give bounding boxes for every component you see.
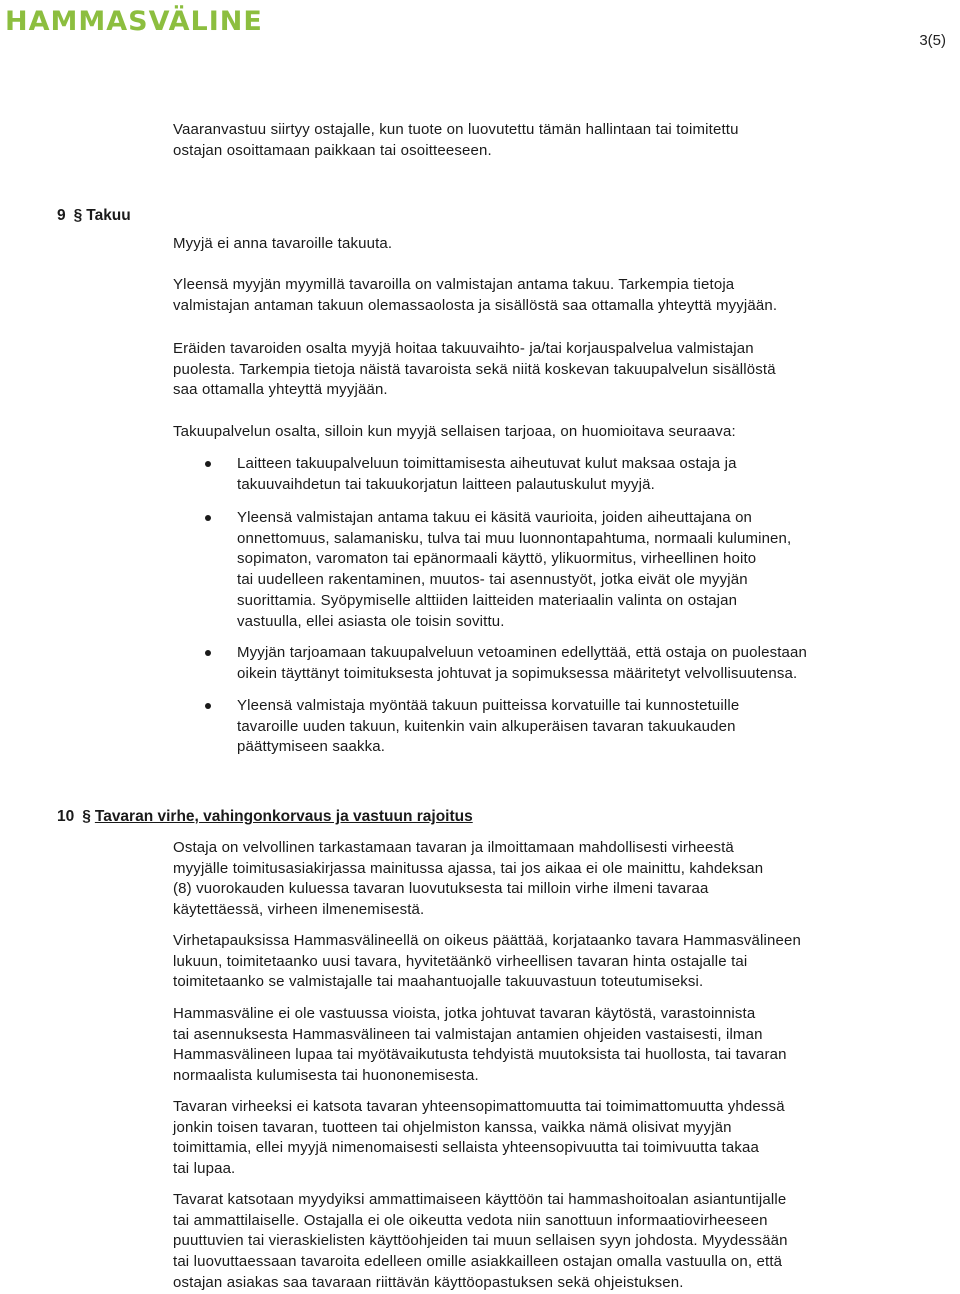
text-line: takuuvaihdetun tai takuukorjatun laitteen palautuskulut myyjä. <box>237 475 655 493</box>
text-line: Virhetapauksissa Hammasvälineellä on oikeus päättää, korjataanko tavara Hammasvälineen <box>173 932 801 949</box>
text-line: ostajan osoittamaan paikkaan tai osoitteeseen. <box>173 141 492 159</box>
text-line: (8) vuorokauden kuluessa tavaran luovutuksesta tai milloin virhe ilmeni tavaraa <box>173 880 709 898</box>
text-line: sopimaton, varomaton tai epänormaali käyttö, ylikuormitus, virheellinen hoito <box>237 550 757 568</box>
text-line: puuttuvien tai vieraskielisten käyttöohjeiden tai muun sellaisen syyn johdosta. Myydessään <box>173 1232 788 1250</box>
text-line: Vaaranvastuu siirtyy ostajalle, kun tuote on luovutettu tämän hallintaan tai toimitettu <box>173 121 739 138</box>
bullet-text <box>237 508 791 632</box>
bullet-text <box>237 696 739 758</box>
text-line: onnettomuus, salamanisku, tulva tai muu luonnontapahtuma, normaali kuluminen, <box>237 529 792 547</box>
text-line: Myyjä ei anna tavaroille takuuta. <box>173 235 393 252</box>
section-10-paragraph-5 <box>173 1190 960 1294</box>
text-line: Ostaja on velvollinen tarkastamaan tavaran ja ilmoittamaan mahdollisesti virheestä <box>173 839 734 856</box>
section-9-paragraph-3 <box>173 339 960 401</box>
text-line: päättymiseen saakka. <box>237 738 386 756</box>
text-line: Yleensä myyjän myymillä tavaroilla on valmistajan antama takuu. Tarkempia tietoja <box>173 276 735 293</box>
text-line: tai lupaa. <box>173 1160 236 1178</box>
text-line: tai luovuttaessaan tavaroita edelleen omille asiakkailleen ostajan omalla vastuulla on, että <box>173 1253 783 1271</box>
text-line: Myyjän tarjoamaan takuupalveluun vetoaminen edellyttää, että ostaja on puolestaan <box>237 644 808 661</box>
section-title: Tavaran virhe, vahingonkorvaus ja vastuun rajoitus <box>94 808 473 825</box>
section-number: 9 <box>57 207 66 224</box>
section-9-heading <box>57 206 131 226</box>
section-10-heading <box>57 807 473 827</box>
text-line: tai uudelleen rakentaminen, muutos- tai asennustyöt, jotka eivät ole myyjän <box>237 571 748 589</box>
section-9-paragraph-1 <box>173 234 960 255</box>
bullet-dot-icon <box>205 515 211 521</box>
section-sign: § <box>73 207 83 224</box>
text-line: Yleensä valmistajan antama takuu ei käsitä vaurioita, joiden aiheuttajana on <box>237 509 753 526</box>
intro-paragraph <box>173 120 960 161</box>
bullet-dot-icon <box>205 703 211 709</box>
text-line: tavaroille uuden takuun, kuitenkin vain alkuperäisen tavaran takuukauden <box>237 717 736 735</box>
text-line: toimittamia, ellei myyjä nimenomaisesti sellaista yhteensopivuutta tai toimivuutta takaa <box>173 1139 759 1157</box>
text-line: Tavarat katsotaan myydyiksi ammattimaiseen käyttöön tai hammashoitoalan asiantuntijalle <box>173 1191 787 1208</box>
text-line: Hammasväline ei ole vastuussa vioista, jotka johtuvat tavaran käytöstä, varastoinnista <box>173 1005 756 1022</box>
text-line: saa ottamalla yhteyttä myyjään. <box>173 381 388 399</box>
text-line: suorittamia. Syöpymiselle alttiiden laitteiden materiaalin valinta on ostajan <box>237 591 738 609</box>
bullet-dot-icon <box>205 461 211 467</box>
text-line: tai asennuksesta Hammasvälineen tai valmistajan antamien ohjeiden vastaisesti, ilman <box>173 1025 763 1043</box>
text-line: tai ammattilaiselle. Ostajalla ei ole oikeutta vedota niin sanottuun informaatiovirheeseen <box>173 1211 768 1229</box>
text-line: vastuulla, ellei asiasta ole toisin sovittu. <box>237 612 505 630</box>
section-sign: § <box>82 808 91 825</box>
section-number: 10 <box>57 808 75 825</box>
section-title: Takuu <box>86 207 131 224</box>
page-number: 3(5) <box>919 32 946 49</box>
bullet-text <box>237 643 807 684</box>
text-line: Yleensä valmistaja myöntää takuun puitteissa korvatuille tai kunnostetuille <box>237 697 740 714</box>
text-line: normaalista kulumisesta tai huononemisesta. <box>173 1067 479 1085</box>
text-line: myyjälle toimitusasiakirjassa mainitussa ajassa, tai jos aikaa ei ole mainittu, kahdeksan <box>173 859 764 877</box>
company-logo: HAMMASVÄLINE <box>5 6 263 37</box>
text-line: valmistajan antaman takuun olemassaolosta ja sisällöstä saa ottamalla yhteyttä myyjään. <box>173 296 778 314</box>
text-line: Laitteen takuupalveluun toimittamisesta aiheutuvat kulut maksaa ostaja ja <box>237 455 737 472</box>
section-10-paragraph-1 <box>173 838 960 921</box>
section-10-paragraph-3 <box>173 1004 960 1087</box>
text-line: toimitetaanko se valmistajalle tai maahantuojalle takuuvastuun toteutumiseksi. <box>173 973 704 991</box>
text-line: lukuun, toimitetaanko uusi tavara, hyvitetäänkö virheellisen tavaran hinta ostajalle tai <box>173 952 748 970</box>
section-10-paragraph-4 <box>173 1097 960 1180</box>
text-line: Tavaran virheeksi ei katsota tavaran yhteensopimattomuutta tai toimimattomuutta yhdessä <box>173 1098 785 1115</box>
text-line: Hammasvälineen lupaa tai myötävaikutusta tehdyistä muutoksista tai huollosta, tai tavaran <box>173 1046 787 1064</box>
bullet-dot-icon <box>205 650 211 656</box>
bullet-text <box>237 454 737 495</box>
text-line: Takuupalvelun osalta, silloin kun myyjä sellaisen tarjoaa, on huomioitava seuraava: <box>173 423 736 440</box>
text-line: käytettäessä, virheen ilmenemisestä. <box>173 901 425 919</box>
section-10-paragraph-2 <box>173 931 960 993</box>
text-line: oikein täyttänyt toimituksesta johtuvat ja sopimuksessa määritetyt velvollisuutensa. <box>237 664 798 682</box>
text-line: ostajan asiakas saa tavaraan riittävän käyttöopastuksen sekä ohjeistuksen. <box>173 1273 684 1291</box>
text-line: jonkin toisen tavaran, tuotteen tai ohjelmiston kanssa, vaikka nämä olisivat myyjän <box>173 1118 732 1136</box>
text-line: Eräiden tavaroiden osalta myyjä hoitaa takuuvaihto- ja/tai korjauspalvelua valmistajan <box>173 340 754 357</box>
text-line: puolesta. Tarkempia tietoja näistä tavaroista sekä niitä koskevan takuupalvelun sisällöstä <box>173 360 776 378</box>
section-9-paragraph-2 <box>173 275 960 316</box>
section-9-paragraph-4 <box>173 422 960 443</box>
